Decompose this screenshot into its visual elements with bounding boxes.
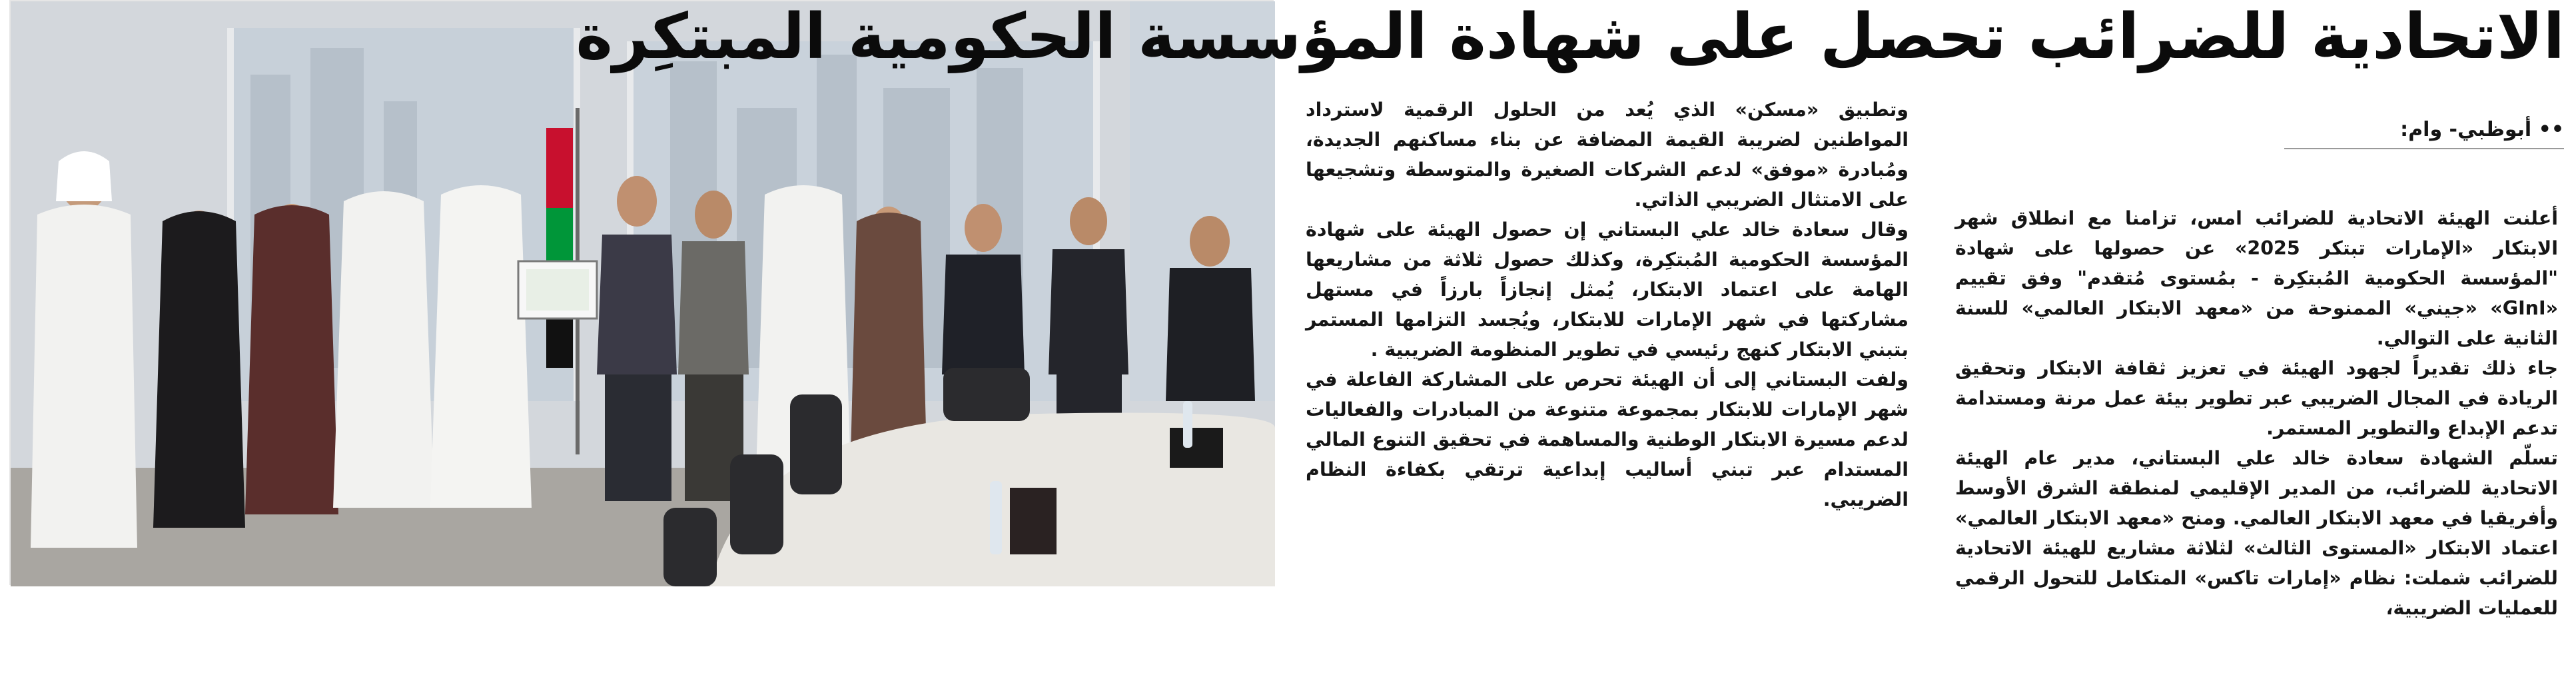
paragraph: جاء ذلك تقديراً لجهود الهيئة في تعزيز ثقافة الابتكار وتحقيق الريادة في المجال الضريبي عبر تطوير بيئة عمل مرنة ومستدامة تدعم الإبداع والتطوير المستمر. [1955, 357, 2558, 439]
article-column-right [1955, 203, 2558, 623]
paragraph: أعلنت الهيئة الاتحادية للضرائب امس، تزامنا مع انطلاق شهر الابتكار «الإمارات تبتكر 2025» عن حصولها على شهادة "المؤسسة الحكومية المُبتكِرة - بمُستوى مُتقدم" وفق تقييم «GInI» «جيني» الممنوحة من «معهد الابتكار العالمي» للسنة الثانية على التوالي. [1955, 207, 2558, 349]
news-photo [9, 0, 1274, 585]
paragraph: تسلّم الشهادة سعادة خالد علي البستاني، مدير عام الهيئة الاتحادية للضرائب، من المدير الإقليمي لمنطقة الشرق الأوسط وأفريقيا في معهد الابتكار العالمي. ومنح «معهد الابتكار العالمي» اعتماد الابتكار «المستوى الثالث» لثلاثة مشاريع للهيئة الاتحادية للضرائب شملت: نظام «إمارات تاكس» المتكامل للتحول الرقمي للعمليات الضريبية، [1955, 447, 2558, 619]
paragraph: وتطبيق «مسكن» الذي يُعد من الحلول الرقمية لاسترداد المواطنين لضريبة القيمة المضافة عن بناء مساكنهم الجديدة، ومُبادرة «موفق» لدعم الشركات الصغيرة والمتوسطة وتشجيعها على الامتثال الضريبي الذاتي. [1306, 99, 1909, 211]
group-photo-illustration [11, 1, 1275, 586]
headline: الاتحادية للضرائب تحصل على شهادة المؤسسة الحكومية المبتكِرة [576, 1, 2565, 73]
dateline: •• أبوظبي- وام: [2400, 118, 2564, 141]
dateline-divider [2284, 148, 2564, 149]
paragraph: وقال سعادة خالد علي البستاني إن حصول الهيئة على شهادة المؤسسة الحكومية المُبتكِرة، وكذلك حصول ثلاثة من مشاريعها الهامة على اعتماد الابتكار، يُمثل إنجازاً بارزاً في مستهل مشاركتها في شهر الإمارات للابتكار، ويُجسد التزامها المستمر بتبني الابتكار كنهج رئيسي في تطوير المنظومة الضريبية . [1306, 219, 1909, 360]
paragraph: ولفت البستاني إلى أن الهيئة تحرص على المشاركة الفاعلة في شهر الإمارات للابتكار بمجموعة متنوعة من المبادرات والفعاليات لدعم مسيرة الابتكار الوطنية والمساهمة في تحقيق التنوع المالي المستدام عبر تبني أساليب إبداعية ترتقي بكفاءة النظام الضريبي. [1306, 368, 1909, 510]
article-column-left [1306, 95, 1909, 514]
